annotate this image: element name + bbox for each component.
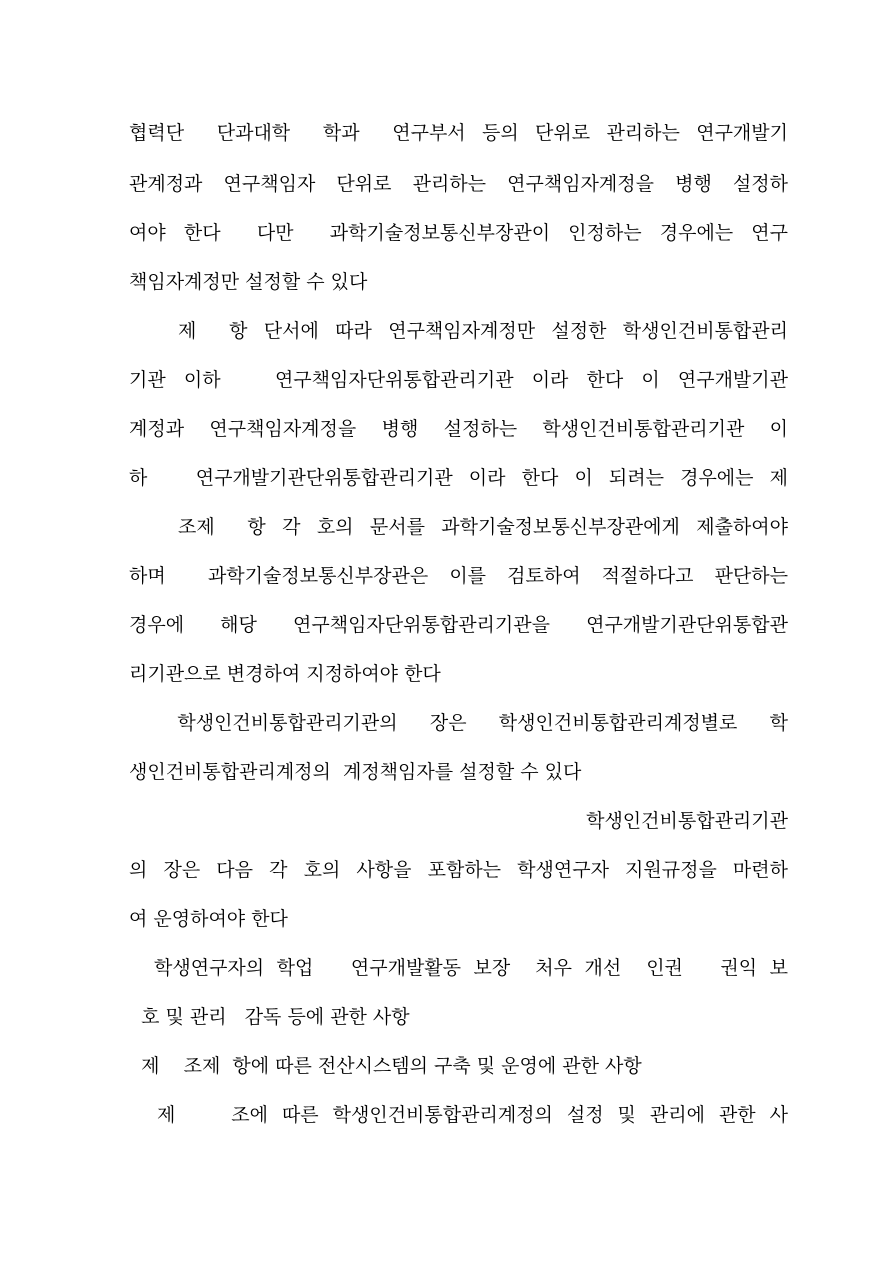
text-line-9: 조제 항 각 호의 문서를 과학기술정보통신부장관에게 제출하여야 — [129, 516, 788, 538]
text-line-16: 의 장은 다음 각 호의 사항을 포함하는 학생연구자 지원규정을 마련하 — [129, 859, 788, 881]
text-line-11: 경우에 해당 연구책임자단위통합관리기관을 연구개발기관단위통합관 — [129, 614, 788, 636]
text-line-4: 책임자계정만 설정할 수 있다 — [129, 271, 368, 293]
text-line-15: 학생인건비통합관리기관 — [586, 810, 788, 832]
text-line-1: 협력단 단과대학 학과 연구부서 등의 단위로 관리하는 연구개발기 — [129, 122, 788, 144]
text-line-14: 생인건비통합관리계정의 계정책임자를 설정할 수 있다 — [129, 761, 582, 783]
text-line-7: 계정과 연구책임자계정을 병행 설정하는 학생인건비통합관리기관 이 — [129, 418, 788, 440]
text-line-12: 리기관으로 변경하여 지정하여야 한다 — [129, 663, 441, 685]
text-line-8: 하 연구개발기관단위통합관리기관 이라 한다 이 되려는 경우에는 제 — [129, 467, 788, 489]
text-line-20: 제 조제 항에 따른 전산시스템의 구축 및 운영에 관한 사항 — [129, 1055, 642, 1077]
text-line-6: 기관 이하 연구책임자단위통합관리기관 이라 한다 이 연구개발기관 — [129, 369, 788, 391]
text-line-19: 호 및 관리 감독 등에 관한 사항 — [129, 1006, 410, 1028]
text-line-3: 여야 한다 다만 과학기술정보통신부장관이 인정하는 경우에는 연구 — [129, 222, 788, 244]
text-line-10: 하며 과학기술정보통신부장관은 이를 검토하여 적절하다고 판단하는 — [129, 565, 788, 587]
text-line-2: 관계정과 연구책임자 단위로 관리하는 연구책임자계정을 병행 설정하 — [129, 173, 788, 195]
text-line-17: 여 운영하여야 한다 — [129, 908, 288, 930]
text-line-13: 학생인건비통합관리기관의 장은 학생인건비통합관리계정별로 학 — [129, 712, 788, 734]
text-line-18: 학생연구자의 학업 연구개발활동 보장 처우 개선 인권 권익 보 — [129, 957, 788, 979]
text-line-21: 제 조에 따른 학생인건비통합관리계정의 설정 및 관리에 관한 사 — [129, 1104, 788, 1126]
text-line-5: 제 항 단서에 따라 연구책임자계정만 설정한 학생인건비통합관리 — [129, 320, 788, 342]
